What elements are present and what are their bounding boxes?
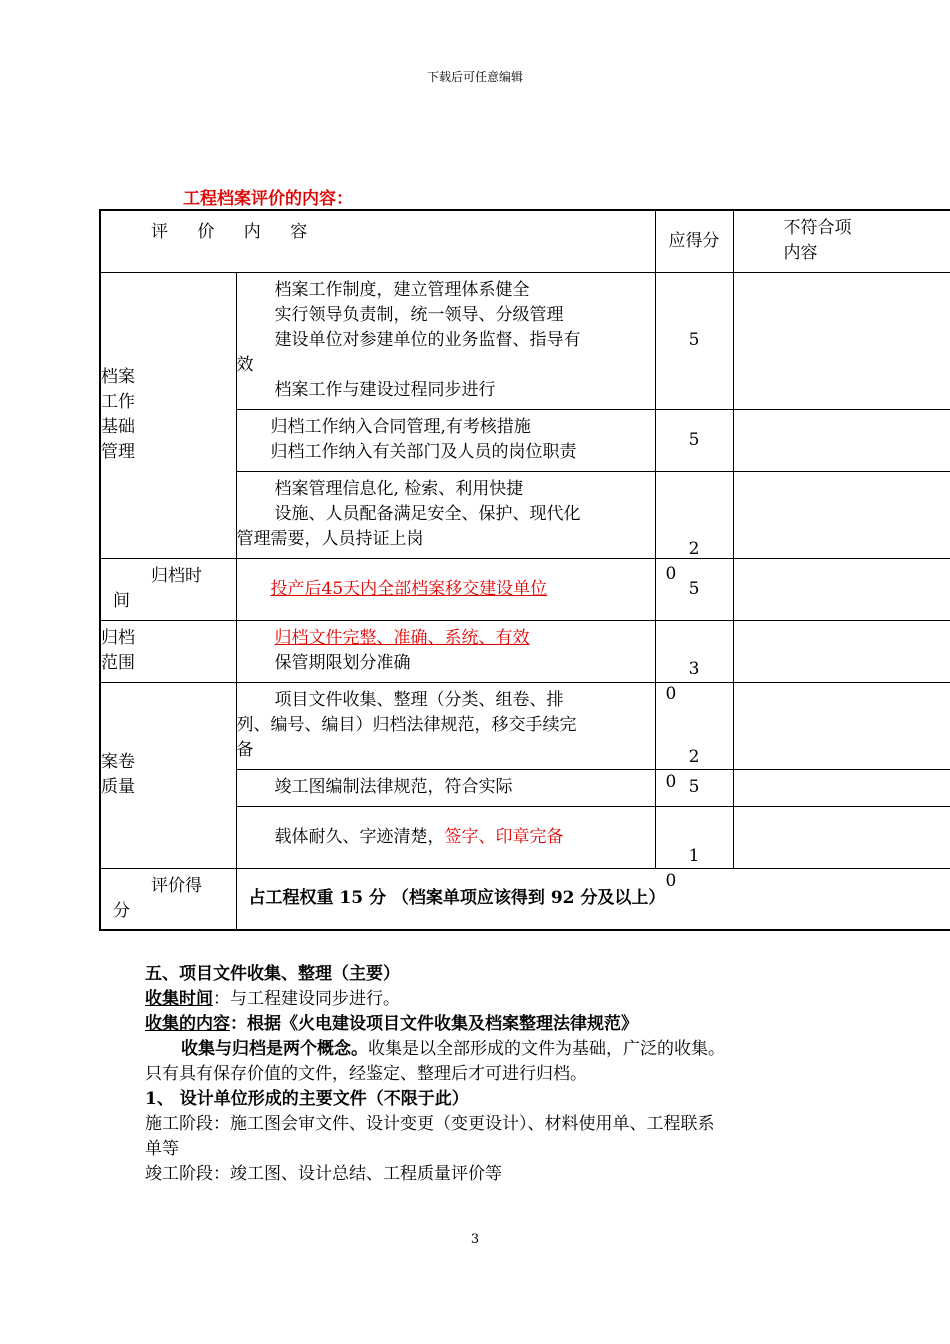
category-label-file-quality: 案卷 质量 — [100, 682, 236, 868]
item-score: 5 — [655, 558, 733, 620]
footer-text: 占工程权重 15 分 （档案单项应该得到 92 分及以上） — [236, 868, 950, 930]
item-score: 2 0 — [655, 471, 733, 558]
item-text: 投产后45天内全部档案移交建设单位 — [236, 558, 655, 620]
concept-line-2: 只有具有保存价值的文件，经鉴定、整理后才可进行归档。 — [145, 1064, 587, 1084]
table-header-row — [100, 210, 950, 272]
header-note: 下载后可任意编辑 — [426, 70, 523, 84]
header-content: 评 价 内 容 — [100, 210, 655, 272]
nonconform-cell — [733, 682, 950, 769]
heading-1: 1、 设计单位形成的主要文件（不限于此） — [145, 1089, 469, 1109]
collect-time-line: 收集时间：与工程建设同步进行。 — [145, 989, 400, 1009]
evaluation-table-container — [99, 209, 950, 932]
item-score: 5 — [655, 409, 733, 471]
item-text: 归档工作纳入合同管理,有考核措施 归档工作纳入有关部门及人员的岗位职责 — [236, 409, 655, 471]
nonconform-cell — [733, 620, 950, 682]
item-score: 1 0 — [655, 806, 733, 868]
table-row — [100, 620, 950, 682]
category-label-archive-basics: 档案 工作 基础 管理 — [100, 272, 236, 558]
page-number: 3 — [470, 1232, 480, 1247]
collect-content-line: 收集的内容：根据《火电建设项目文件收集及档案整理法律规范》 — [145, 1014, 638, 1034]
header-nonconform: 不符合项 内容 — [733, 210, 950, 272]
evaluation-table — [99, 209, 950, 931]
item-score: 5 — [655, 272, 733, 409]
item-text: 档案工作制度，建立管理体系健全 实行领导负责制，统一领导、分级管理 建设单位对参建单位的业务监督、指导有 效 档案工作与建设过程同步进行 — [236, 272, 655, 409]
body-text — [145, 962, 845, 1187]
item-text: 竣工图编制法律规范，符合实际 — [236, 769, 655, 806]
footer-label: 评价得 分 — [100, 868, 236, 930]
item-text: 归档文件完整、准确、系统、有效 保管期限划分准确 — [236, 620, 655, 682]
item-text: 项目文件收集、整理（分类、组卷、排 列、编号、编目）归档法律规范，移交手续完 备 — [236, 682, 655, 769]
item-score: 5 — [655, 769, 733, 806]
nonconform-cell — [733, 272, 950, 409]
table-footer-row — [100, 868, 950, 930]
construction-line-2: 单等 — [145, 1139, 179, 1159]
nonconform-cell — [733, 806, 950, 868]
table-row — [100, 272, 950, 409]
category-label-archive-scope: 归档 范围 — [100, 620, 236, 682]
section-title: 工程档案评价的内容： — [183, 189, 353, 209]
table-row — [100, 682, 950, 769]
construction-line-1: 施工阶段：施工图会审文件、设计变更（变更设计）、材料使用单、工程联系 — [145, 1114, 715, 1134]
category-label-archive-time: 归档时 间 — [100, 558, 236, 620]
item-score: 3 0 — [655, 620, 733, 682]
table-row — [100, 558, 950, 620]
nonconform-cell — [733, 471, 950, 558]
header-score: 应得分 — [655, 210, 733, 272]
completion-line: 竣工阶段：竣工图、设计总结、工程质量评价等 — [145, 1164, 502, 1184]
nonconform-cell — [733, 409, 950, 471]
concept-line: 收集与归档是两个概念。收集是以全部形成的文件为基础，广泛的收集。 — [181, 1039, 725, 1059]
item-text: 档案管理信息化, 检索、利用快捷 设施、人员配备满足安全、保护、现代化 管理需要，人员持证上岗 — [236, 471, 655, 558]
heading-5: 五、项目文件收集、整理（主要） — [145, 964, 400, 984]
item-text: 载体耐久、字迹清楚，签字、印章完备 — [236, 806, 655, 868]
nonconform-cell — [733, 769, 950, 806]
nonconform-cell — [733, 558, 950, 620]
item-score: 2 0 — [655, 682, 733, 769]
